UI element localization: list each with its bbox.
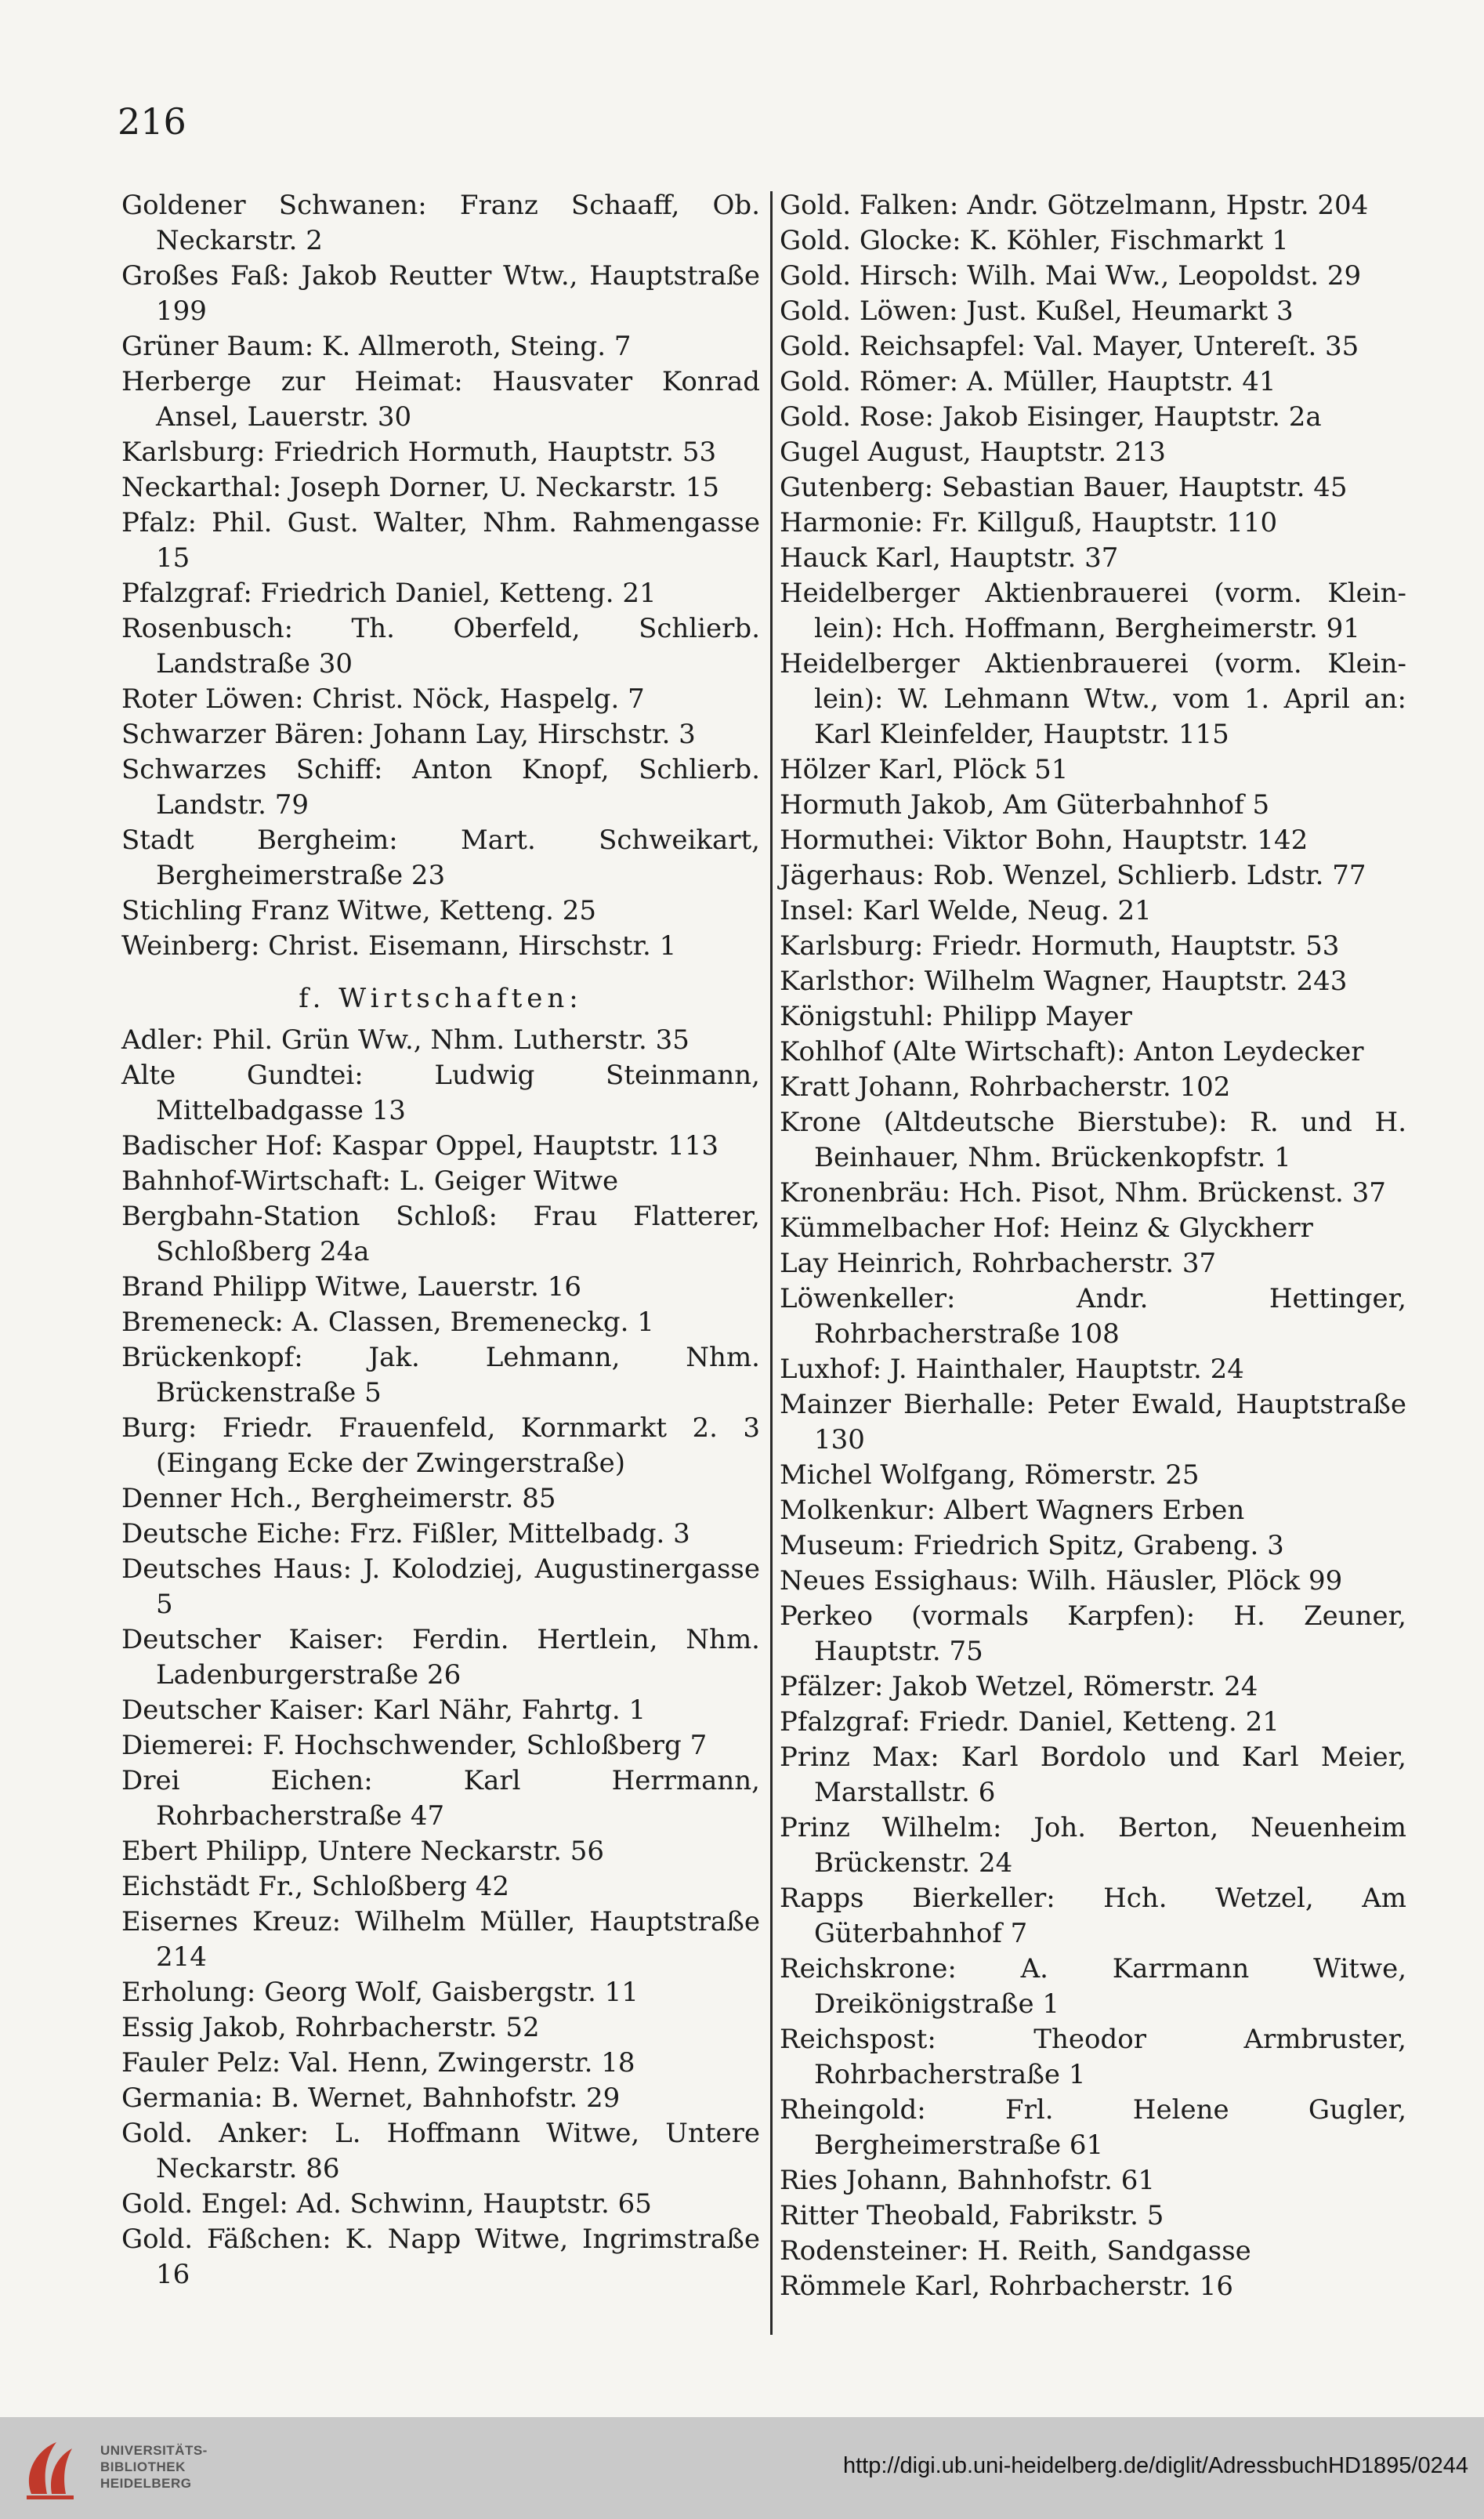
directory-entry: Löwenkeller: Andr. Hettinger, Rohrbacherstraße 108: [780, 1283, 1406, 1350]
directory-entry: Ries Johann, Bahnhofstr. 61: [780, 2165, 1156, 2196]
directory-entry: Gold. Löwen: Just. Kußel, Heumarkt 3: [780, 295, 1294, 327]
directory-entry: Diemerei: F. Hochschwender, Schloßberg 7: [121, 1730, 708, 1761]
directory-entry: Erholung: Georg Wolf, Gaisbergstr. 11: [121, 1977, 639, 2008]
directory-entry: Pfalzgraf: Friedrich Daniel, Ketteng. 21: [121, 578, 657, 609]
directory-entry: Germania: B. Wernet, Bahnhofstr. 29: [121, 2082, 621, 2114]
directory-entry: Großes Faß: Jakob Reutter Wtw., Hauptstraße 199: [121, 260, 760, 327]
directory-entry: Hormuthei: Viktor Bohn, Hauptstr. 142: [780, 825, 1308, 856]
directory-entry: Rodensteiner: H. Reith, Sandgasse: [780, 2235, 1251, 2267]
directory-entry: Gold. Fäßchen: K. Napp Witwe, Ingrimstraße 16: [121, 2224, 760, 2290]
directory-entry: Pfalz: Phil. Gust. Walter, Nhm. Rahmengasse 15: [121, 507, 760, 574]
directory-entry: Insel: Karl Welde, Neug. 21: [780, 895, 1152, 926]
section-heading: f. Wirtschaften:: [299, 983, 583, 1014]
directory-entry: Mainzer Bierhalle: Peter Ewald, Hauptstraße 130: [780, 1389, 1406, 1455]
directory-entry: Rheingold: Frl. Helene Gugler, Bergheimerstraße 61: [780, 2094, 1406, 2161]
directory-entry: Gold. Hirsch: Wilh. Mai Ww., Leopoldst. 29: [780, 260, 1362, 292]
source-url-link[interactable]: http://digi.ub.uni-heidelberg.de/diglit/AdressbuchHD1895/0244: [842, 2453, 1468, 2478]
directory-entry: Neckarthal: Joseph Dorner, U. Neckarstr. 15: [121, 472, 719, 503]
footer-bar: [0, 2417, 1484, 2519]
directory-entry: Herberge zur Heimat: Hausvater Konrad Ansel, Lauerstr. 30: [121, 366, 760, 433]
directory-entry: Roter Löwen: Christ. Nöck, Haspelg. 7: [121, 683, 645, 715]
directory-entry: Neues Essighaus: Wilh. Häusler, Plöck 99: [780, 1565, 1343, 1597]
directory-entry: Bahnhof-Wirtschaft: L. Geiger Witwe: [121, 1165, 619, 1197]
directory-entry: Kohlhof (Alte Wirtschaft): Anton Leydecker: [780, 1036, 1364, 1067]
directory-entry: Bremeneck: A. Classen, Bremeneckg. 1: [121, 1307, 654, 1338]
directory-entry: Pfälzer: Jakob Wetzel, Römerstr. 24: [780, 1671, 1258, 1702]
directory-entry: Karlsburg: Friedr. Hormuth, Hauptstr. 53: [780, 930, 1340, 962]
logo-line: BIBLIOTHEK: [100, 2459, 186, 2474]
directory-entry: Ritter Theobald, Fabrikstr. 5: [780, 2200, 1164, 2231]
directory-entry: Prinz Wilhelm: Joh. Berton, Neuenheim Brückenstr. 24: [780, 1812, 1406, 1879]
directory-entry: Essig Jakob, Rohrbacherstr. 52: [121, 2012, 540, 2043]
directory-entry: Reichskrone: A. Karrmann Witwe, Dreikönigstraße 1: [780, 1953, 1406, 2020]
directory-entry: Drei Eichen: Karl Herrmann, Rohrbacherstraße 47: [121, 1765, 760, 1832]
directory-entry: Deutsches Haus: J. Kolodziej, Augustinergasse 5: [121, 1553, 760, 1620]
directory-entry: Deutscher Kaiser: Ferdin. Hertlein, Nhm. Ladenburgerstraße 26: [121, 1624, 760, 1691]
directory-entry: Denner Hch., Bergheimerstr. 85: [121, 1483, 556, 1514]
directory-entry: Kratt Johann, Rohrbacherstr. 102: [780, 1071, 1231, 1103]
right-entries: [780, 188, 1406, 2304]
directory-entry: Rapps Bierkeller: Hch. Wetzel, Am Güterbahnhof 7: [780, 1883, 1406, 1949]
directory-entry: Hölzer Karl, Plöck 51: [780, 754, 1069, 785]
directory-entry: Adler: Phil. Grün Ww., Nhm. Lutherstr. 35: [121, 1024, 690, 1056]
directory-entry: Gugel August, Hauptstr. 213: [780, 437, 1166, 468]
directory-entry: Schwarzes Schiff: Anton Knopf, Schlierb. Landstr. 79: [121, 754, 760, 821]
directory-entry: Gold. Glocke: K. Köhler, Fischmarkt 1: [780, 225, 1289, 256]
directory-entry: Eichstädt Fr., Schloßberg 42: [121, 1871, 510, 1902]
column-divider: [770, 191, 773, 2335]
logo-line: UNIVERSITÄTS-: [100, 2443, 208, 2458]
directory-entry: Stichling Franz Witwe, Ketteng. 25: [121, 895, 597, 926]
directory-entry: Pfalzgraf: Friedr. Daniel, Ketteng. 21: [780, 1706, 1279, 1738]
directory-entry: Kümmelbacher Hof: Heinz & Glyckherr: [780, 1212, 1313, 1244]
directory-entry: Jägerhaus: Rob. Wenzel, Schlierb. Ldstr. 77: [780, 860, 1366, 891]
directory-entry: Krone (Altdeutsche Bierstube): R. und H. Beinhauer, Nhm. Brückenkopfstr. 1: [780, 1107, 1406, 1173]
page-number: 216: [118, 100, 186, 143]
directory-entry: Hormuth Jakob, Am Güterbahnhof 5: [780, 789, 1270, 821]
left-column: [121, 188, 760, 2292]
directory-entry: Bergbahn-Station Schloß: Frau Flatterer, Schloßberg 24a: [121, 1201, 760, 1267]
directory-entry: Harmonie: Fr. Killguß, Hauptstr. 110: [780, 507, 1278, 538]
directory-entry: Reichspost: Theodor Armbruster, Rohrbacherstraße 1: [780, 2024, 1406, 2090]
library-logo-icon: [16, 2431, 91, 2506]
directory-entry: Königstuhl: Philipp Mayer: [780, 1001, 1132, 1032]
directory-entry: Heidelberger Aktienbrauerei (vorm. Klein-lein): Hch. Hoffmann, Bergheimerstr. 91: [780, 578, 1406, 644]
library-logo-text: [100, 2442, 208, 2492]
directory-entry: Hauck Karl, Hauptstr. 37: [780, 542, 1119, 574]
left-entries: [121, 188, 760, 964]
directory-entry: Brückenkopf: Jak. Lehmann, Nhm. Brückenstraße 5: [121, 1342, 760, 1408]
directory-entry: Badischer Hof: Kaspar Oppel, Hauptstr. 113: [121, 1130, 719, 1162]
directory-entry: Prinz Max: Karl Bordolo und Karl Meier, Marstallstr. 6: [780, 1742, 1406, 1808]
directory-entry: Fauler Pelz: Val. Henn, Zwingerstr. 18: [121, 2047, 635, 2079]
directory-entry: Schwarzer Bären: Johann Lay, Hirschstr. 3: [121, 719, 696, 750]
directory-entry: Kronenbräu: Hch. Pisot, Nhm. Brückenst. 37: [780, 1177, 1386, 1209]
directory-entry: Römmele Karl, Rohrbacherstr. 16: [780, 2271, 1233, 2302]
directory-entry: Goldener Schwanen: Franz Schaaff, Ob. Neckarstr. 2: [121, 190, 760, 256]
directory-entry: Lay Heinrich, Rohrbacherstr. 37: [780, 1248, 1217, 1279]
directory-entry: Rosenbusch: Th. Oberfeld, Schlierb. Landstraße 30: [121, 613, 760, 680]
directory-entry: Alte Gundtei: Ludwig Steinmann, Mittelbadgasse 13: [121, 1060, 760, 1126]
directory-entry: Molkenkur: Albert Wagners Erben: [780, 1495, 1245, 1526]
directory-entry: Luxhof: J. Hainthaler, Hauptstr. 24: [780, 1354, 1244, 1385]
directory-entry: Deutscher Kaiser: Karl Nähr, Fahrtg. 1: [121, 1694, 646, 1726]
directory-entry: Burg: Friedr. Frauenfeld, Kornmarkt 2. 3 (Eingang Ecke der Zwingerstraße): [121, 1412, 760, 1479]
section-entries: [121, 1023, 760, 2292]
directory-entry: Gold. Engel: Ad. Schwinn, Hauptstr. 65: [121, 2188, 652, 2220]
directory-entry: Gold. Falken: Andr. Götzelmann, Hpstr. 204: [780, 190, 1369, 221]
directory-entry: Karlsburg: Friedrich Hormuth, Hauptstr. 53: [121, 437, 717, 468]
directory-entry: Ebert Philipp, Untere Neckarstr. 56: [121, 1836, 605, 1867]
directory-entry: Eisernes Kreuz: Wilhelm Müller, Hauptstraße 214: [121, 1906, 760, 1973]
directory-entry: Stadt Bergheim: Mart. Schweikart, Bergheimerstraße 23: [121, 825, 760, 891]
directory-entry: Gutenberg: Sebastian Bauer, Hauptstr. 45: [780, 472, 1348, 503]
directory-entry: Gold. Reichsapfel: Val. Mayer, Untereſt. 35: [780, 331, 1359, 362]
directory-entry: Heidelberger Aktienbrauerei (vorm. Klein-lein): W. Lehmann Wtw., vom 1. April an: Karl Kleinfelder, Hauptstr. 115: [780, 648, 1406, 750]
directory-entry: Michel Wolfgang, Römerstr. 25: [780, 1459, 1200, 1491]
directory-entry: Grüner Baum: K. Allmeroth, Steing. 7: [121, 331, 632, 362]
directory-entry: Museum: Friedrich Spitz, Grabeng. 3: [780, 1530, 1284, 1561]
directory-entry: Brand Philipp Witwe, Lauerstr. 16: [121, 1271, 582, 1303]
logo-line: HEIDELBERG: [100, 2476, 192, 2491]
directory-entry: Perkeo (vormals Karpfen): H. Zeuner, Hauptstr. 75: [780, 1600, 1406, 1667]
right-column: [780, 188, 1406, 2304]
directory-entry: Deutsche Eiche: Frz. Fißler, Mittelbadg. 3: [121, 1518, 690, 1549]
directory-entry: Gold. Römer: A. Müller, Hauptstr. 41: [780, 366, 1276, 397]
directory-entry: Weinberg: Christ. Eisemann, Hirschstr. 1: [121, 930, 677, 962]
directory-entry: Gold. Anker: L. Hoffmann Witwe, Untere Neckarstr. 86: [121, 2118, 760, 2184]
directory-entry: Gold. Rose: Jakob Eisinger, Hauptstr. 2a: [780, 401, 1322, 433]
directory-entry: Karlsthor: Wilhelm Wagner, Hauptstr. 243: [780, 966, 1348, 997]
